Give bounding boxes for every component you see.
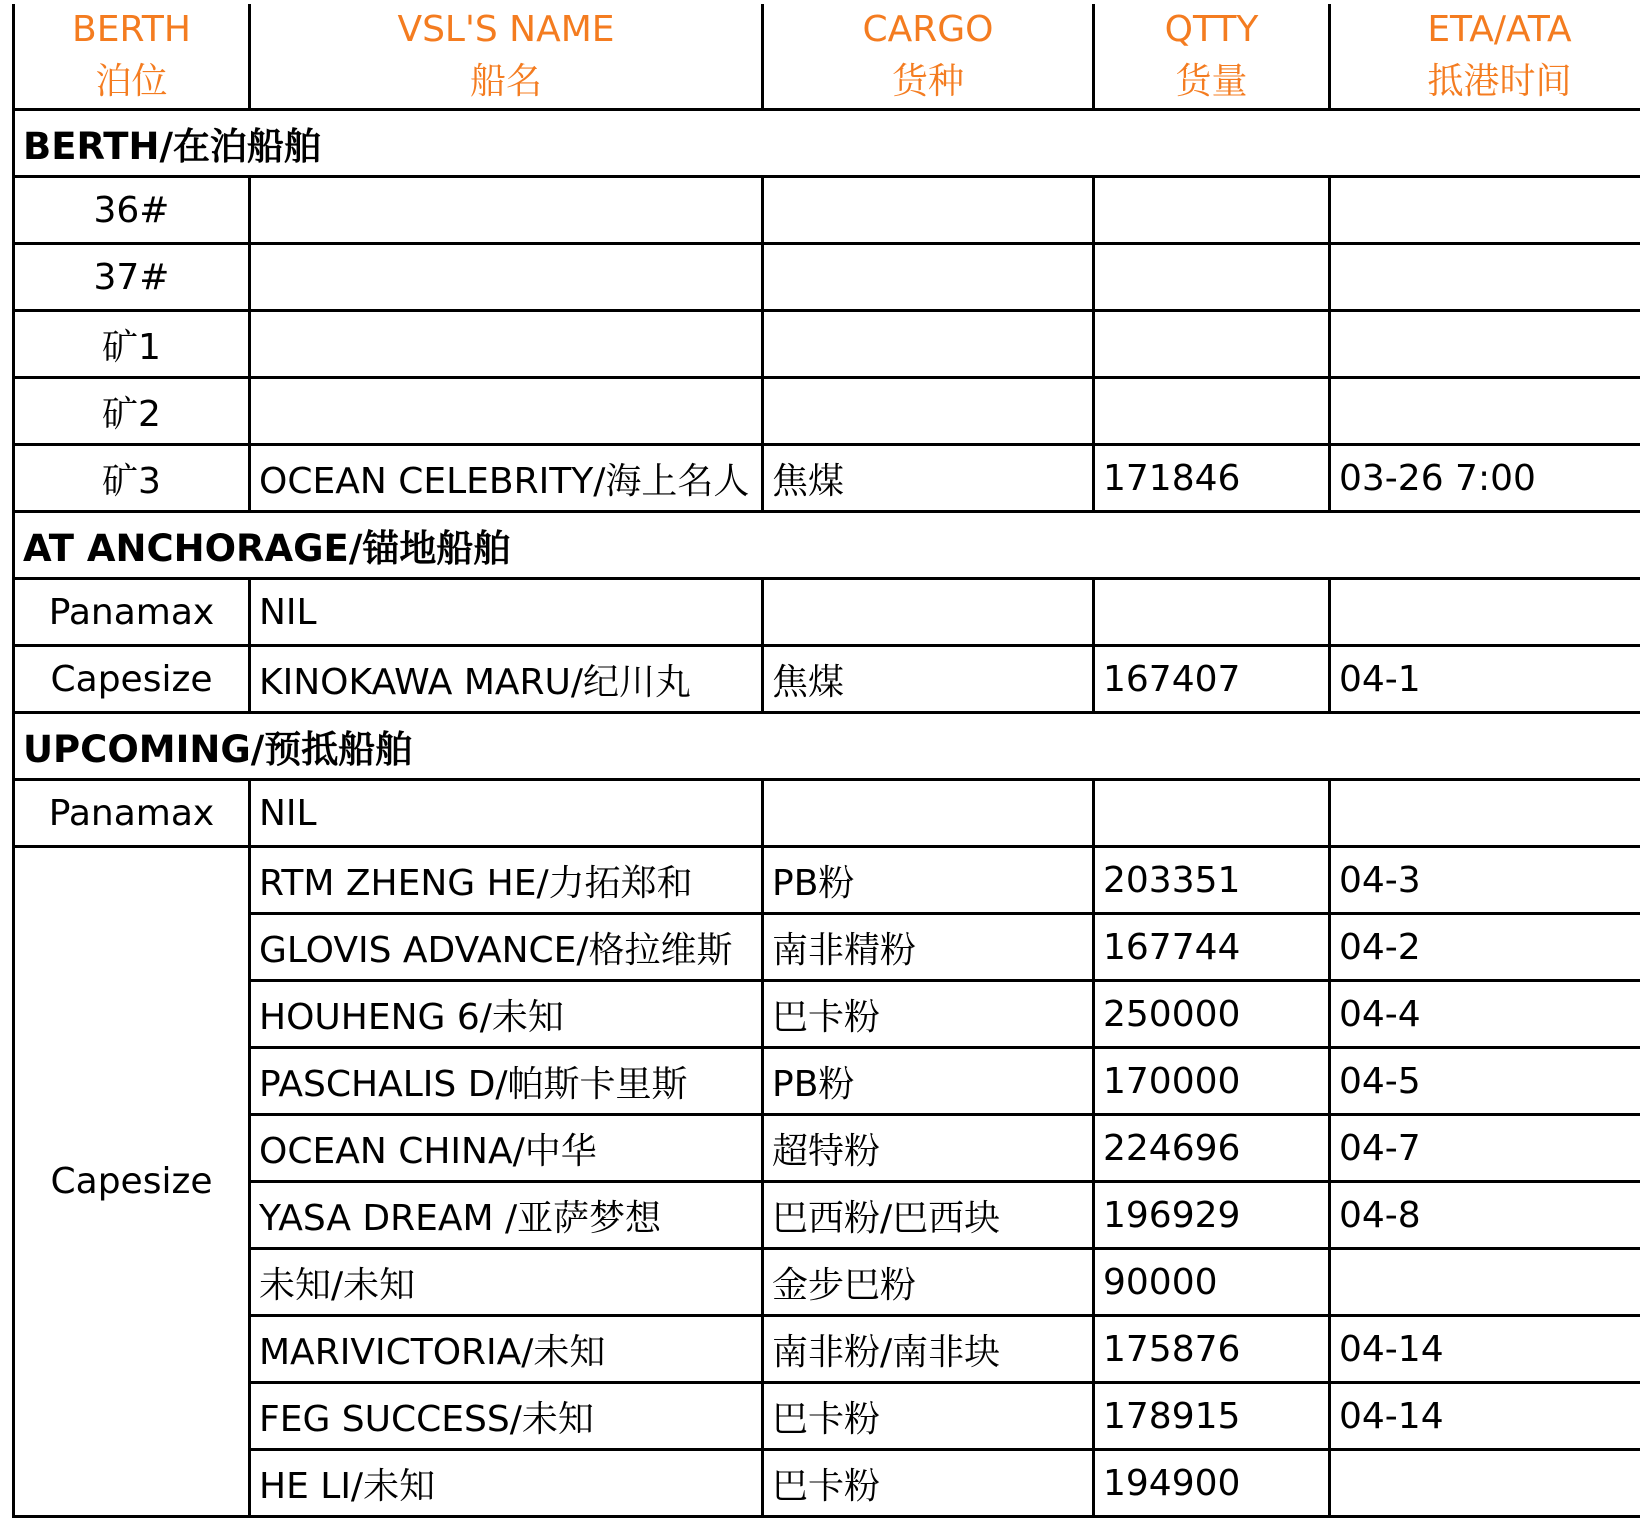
vessel-cell — [250, 311, 763, 378]
cargo-cell: 焦煤 — [763, 646, 1094, 713]
qty-cell: 167407 — [1094, 646, 1330, 713]
vessel-cell — [250, 378, 763, 445]
qty-cell: 171846 — [1094, 445, 1330, 512]
qty-cell: 250000 — [1094, 981, 1330, 1048]
eta-cell: 04-2 — [1330, 914, 1640, 981]
eta-cell: 04-4 — [1330, 981, 1640, 1048]
cargo-cell: 南非精粉 — [763, 914, 1094, 981]
eta-cell: 04-14 — [1330, 1316, 1640, 1383]
cargo-cell: PB粉 — [763, 847, 1094, 914]
qty-cell — [1094, 378, 1330, 445]
header-quantity: QTTY 货量 — [1094, 4, 1330, 110]
vessel-cell: KINOKAWA MARU/纪川丸 — [250, 646, 763, 713]
header-row — [14, 4, 1640, 110]
table-row — [14, 1048, 1640, 1115]
header-berth: BERTH 泊位 — [14, 4, 250, 110]
cargo-cell — [763, 177, 1094, 244]
berth-cell: 37# — [14, 244, 250, 311]
eta-cell: 03-26 7:00 — [1330, 445, 1640, 512]
section-berth — [14, 110, 1640, 177]
table-row — [14, 445, 1640, 512]
cargo-cell: 巴卡粉 — [763, 1383, 1094, 1450]
cargo-cell — [763, 780, 1094, 847]
eta-cell — [1330, 378, 1640, 445]
qty-cell: 90000 — [1094, 1249, 1330, 1316]
vessel-cell: GLOVIS ADVANCE/格拉维斯 — [250, 914, 763, 981]
header-cargo: CARGO 货种 — [763, 4, 1094, 110]
eta-cell: 04-3 — [1330, 847, 1640, 914]
qty-cell: 194900 — [1094, 1450, 1330, 1517]
eta-cell: 04-14 — [1330, 1383, 1640, 1450]
vessel-cell — [250, 244, 763, 311]
qty-cell: 196929 — [1094, 1182, 1330, 1249]
vessel-cell: NIL — [250, 780, 763, 847]
eta-cell: 04-1 — [1330, 646, 1640, 713]
vessel-cell: 未知/未知 — [250, 1249, 763, 1316]
section-title: BERTH/在泊船舶 — [14, 110, 1640, 177]
qty-cell — [1094, 780, 1330, 847]
table-row — [14, 646, 1640, 713]
section-title: UPCOMING/预抵船舶 — [14, 713, 1640, 780]
cargo-cell: 超特粉 — [763, 1115, 1094, 1182]
table-row — [14, 579, 1640, 646]
cargo-cell: 焦煤 — [763, 445, 1094, 512]
section-title: AT ANCHORAGE/锚地船舶 — [14, 512, 1640, 579]
eta-cell — [1330, 1450, 1640, 1517]
qty-cell: 167744 — [1094, 914, 1330, 981]
qty-cell — [1094, 177, 1330, 244]
vessel-cell: PASCHALIS D/帕斯卡里斯 — [250, 1048, 763, 1115]
vessel-cell: MARIVICTORIA/未知 — [250, 1316, 763, 1383]
eta-cell — [1330, 780, 1640, 847]
eta-cell: 04-8 — [1330, 1182, 1640, 1249]
table-row — [14, 914, 1640, 981]
table-row — [14, 378, 1640, 445]
cargo-cell — [763, 378, 1094, 445]
cargo-cell — [763, 244, 1094, 311]
vessel-cell: FEG SUCCESS/未知 — [250, 1383, 763, 1450]
eta-cell — [1330, 177, 1640, 244]
berth-cell: 矿2 — [14, 378, 250, 445]
qty-cell: 175876 — [1094, 1316, 1330, 1383]
vessel-cell: HOUHENG 6/未知 — [250, 981, 763, 1048]
eta-cell: 04-7 — [1330, 1115, 1640, 1182]
vessel-cell: RTM ZHENG HE/力拓郑和 — [250, 847, 763, 914]
berth-cell: 36# — [14, 177, 250, 244]
vessel-cell: NIL — [250, 579, 763, 646]
berth-cell: Panamax — [14, 579, 250, 646]
eta-cell — [1330, 244, 1640, 311]
table-row — [14, 1249, 1640, 1316]
berth-cell: 矿1 — [14, 311, 250, 378]
berth-cell-capesize: Capesize — [14, 847, 250, 1517]
section-upcoming — [14, 713, 1640, 780]
cargo-cell: 金步巴粉 — [763, 1249, 1094, 1316]
vessel-cell: OCEAN CHINA/中华 — [250, 1115, 763, 1182]
qty-cell: 203351 — [1094, 847, 1330, 914]
header-eta: ETA/ATA 抵港时间 — [1330, 4, 1640, 110]
table-row — [14, 1316, 1640, 1383]
header-vessel-name: VSL'S NAME 船名 — [250, 4, 763, 110]
eta-cell — [1330, 579, 1640, 646]
table-row — [14, 780, 1640, 847]
eta-cell: 04-5 — [1330, 1048, 1640, 1115]
cargo-cell: 巴卡粉 — [763, 981, 1094, 1048]
qty-cell: 178915 — [1094, 1383, 1330, 1450]
eta-cell — [1330, 1249, 1640, 1316]
table-row — [14, 177, 1640, 244]
table-row — [14, 244, 1640, 311]
qty-cell — [1094, 244, 1330, 311]
berth-cell: Panamax — [14, 780, 250, 847]
qty-cell — [1094, 579, 1330, 646]
cargo-cell — [763, 311, 1094, 378]
cargo-cell: 巴卡粉 — [763, 1450, 1094, 1517]
cargo-cell — [763, 579, 1094, 646]
qty-cell — [1094, 311, 1330, 378]
cargo-cell: 南非粉/南非块 — [763, 1316, 1094, 1383]
table-row — [14, 981, 1640, 1048]
eta-cell — [1330, 311, 1640, 378]
cargo-cell: PB粉 — [763, 1048, 1094, 1115]
cargo-cell: 巴西粉/巴西块 — [763, 1182, 1094, 1249]
table-row — [14, 1115, 1640, 1182]
vessel-cell: YASA DREAM /亚萨梦想 — [250, 1182, 763, 1249]
table-row — [14, 847, 1640, 914]
table-row — [14, 1450, 1640, 1517]
qty-cell: 224696 — [1094, 1115, 1330, 1182]
table-row — [14, 311, 1640, 378]
vessel-cell — [250, 177, 763, 244]
berth-cell: 矿3 — [14, 445, 250, 512]
table-row — [14, 1182, 1640, 1249]
vessel-cell: OCEAN CELEBRITY/海上名人 — [250, 445, 763, 512]
qty-cell: 170000 — [1094, 1048, 1330, 1115]
table-row — [14, 1383, 1640, 1450]
berth-cell: Capesize — [14, 646, 250, 713]
vessel-schedule-table — [12, 4, 1640, 1518]
vessel-cell: HE LI/未知 — [250, 1450, 763, 1517]
section-anchorage — [14, 512, 1640, 579]
